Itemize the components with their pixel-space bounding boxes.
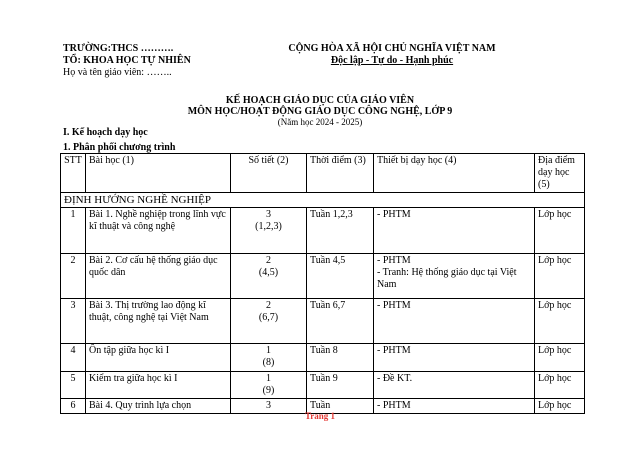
cell-periods — [231, 208, 307, 254]
cell-time: Tuần — [307, 399, 374, 414]
table-row — [61, 208, 585, 254]
section-heading: I. Kế hoạch dạy học — [63, 127, 148, 138]
subsection-heading: 1. Phân phối chương trình — [63, 142, 176, 153]
cell-lesson: Ôn tập giữa học kì I — [86, 344, 231, 372]
cell-equipment — [374, 208, 535, 254]
republic-title: CỘNG HÒA XÃ HỘI CHỦ NGHĨA VIỆT NAM — [288, 43, 496, 54]
curriculum-table — [60, 153, 585, 414]
cell-equipment — [374, 344, 535, 372]
periods-count: 2 — [266, 300, 271, 311]
cell-periods — [231, 344, 307, 372]
equipment-item: - Tranh: Hệ thống giáo dục tại Việt Nam — [377, 267, 517, 290]
header-equipment: Thiết bị dạy học (4) — [374, 154, 535, 193]
doc-title: KẾ HOẠCH GIÁO DỤC CỦA GIÁO VIÊN — [225, 95, 415, 106]
cell-periods — [231, 299, 307, 344]
cell-time: Tuần 4,5 — [307, 254, 374, 299]
cell-place: Lớp học — [535, 344, 585, 372]
header-periods: Số tiết (2) — [231, 154, 307, 193]
table-row — [61, 344, 585, 372]
periods-count: 1 — [266, 373, 271, 384]
header-stt: STT — [61, 154, 86, 193]
cell-periods — [231, 254, 307, 299]
cell-equipment — [374, 254, 535, 299]
group-label: ĐỊNH HƯỚNG NGHỀ NGHIỆP — [61, 193, 585, 208]
periods-count: 2 — [266, 255, 271, 266]
school-year: (Năm học 2024 - 2025) — [277, 117, 363, 127]
cell-lesson: Bài 2. Cơ cấu hệ thống giáo dục quốc dân — [86, 254, 231, 299]
cell-time: Tuần 1,2,3 — [307, 208, 374, 254]
cell-lesson: Bài 1. Nghề nghiệp trong lĩnh vực kĩ thuật và công nghệ — [86, 208, 231, 254]
periods-detail: (8) — [262, 357, 275, 368]
periods-count: 3 — [266, 209, 271, 220]
table-header-row — [61, 154, 585, 193]
page-number: Trang 1 — [304, 411, 336, 421]
cell-stt: 6 — [61, 399, 86, 414]
cell-time: Tuần 9 — [307, 372, 374, 399]
teacher-name: Họ và tên giáo viên: …….. — [63, 67, 172, 78]
equipment-item: - PHTM — [377, 255, 411, 266]
cell-place: Lớp học — [535, 208, 585, 254]
periods-count: 1 — [266, 345, 271, 356]
periods-detail: (1,2,3) — [255, 221, 282, 232]
cell-lesson: Kiểm tra giữa học kì I — [86, 372, 231, 399]
cell-place: Lớp học — [535, 372, 585, 399]
table-row — [61, 254, 585, 299]
cell-equipment — [374, 372, 535, 399]
cell-stt: 2 — [61, 254, 86, 299]
doc-subtitle: MÔN HỌC/HOẠT ĐỘNG GIÁO DỤC CÔNG NGHỆ, LỚP 9 — [187, 106, 453, 117]
equipment-item: - PHTM — [377, 400, 411, 411]
department-name: TỔ: KHOA HỌC TỰ NHIÊN — [63, 55, 191, 66]
cell-time: Tuần 6,7 — [307, 299, 374, 344]
cell-lesson: Bài 3. Thị trường lao động kĩ thuật, công nghệ tại Việt Nam — [86, 299, 231, 344]
periods-detail: (9) — [262, 385, 275, 396]
cell-stt: 3 — [61, 299, 86, 344]
equipment-item: - PHTM — [377, 345, 411, 356]
cell-place: Lớp học — [535, 254, 585, 299]
header-lesson: Bài học (1) — [86, 154, 231, 193]
cell-periods — [231, 372, 307, 399]
periods-count: 3 — [266, 400, 271, 411]
header-time: Thời điểm (3) — [307, 154, 374, 193]
periods-detail: (6,7) — [258, 312, 279, 323]
cell-stt: 1 — [61, 208, 86, 254]
motto: Độc lập - Tự do - Hạnh phúc — [330, 55, 454, 66]
cell-equipment — [374, 299, 535, 344]
table-row — [61, 299, 585, 344]
cell-time: Tuần 8 — [307, 344, 374, 372]
cell-stt: 5 — [61, 372, 86, 399]
periods-detail: (4,5) — [258, 267, 279, 278]
equipment-item: - PHTM — [377, 300, 411, 311]
header-place: Địa điểm dạy học (5) — [535, 154, 585, 193]
equipment-item: - Đề KT. — [377, 373, 413, 384]
cell-stt: 4 — [61, 344, 86, 372]
school-name: TRƯỜNG:THCS ………. — [63, 43, 174, 54]
cell-place: Lớp học — [535, 299, 585, 344]
equipment-item: - PHTM — [377, 209, 411, 220]
group-row — [61, 193, 585, 208]
cell-lesson: Bài 4. Quy trình lựa chọn — [86, 399, 231, 414]
cell-place: Lớp học — [535, 399, 585, 414]
table-row — [61, 372, 585, 399]
